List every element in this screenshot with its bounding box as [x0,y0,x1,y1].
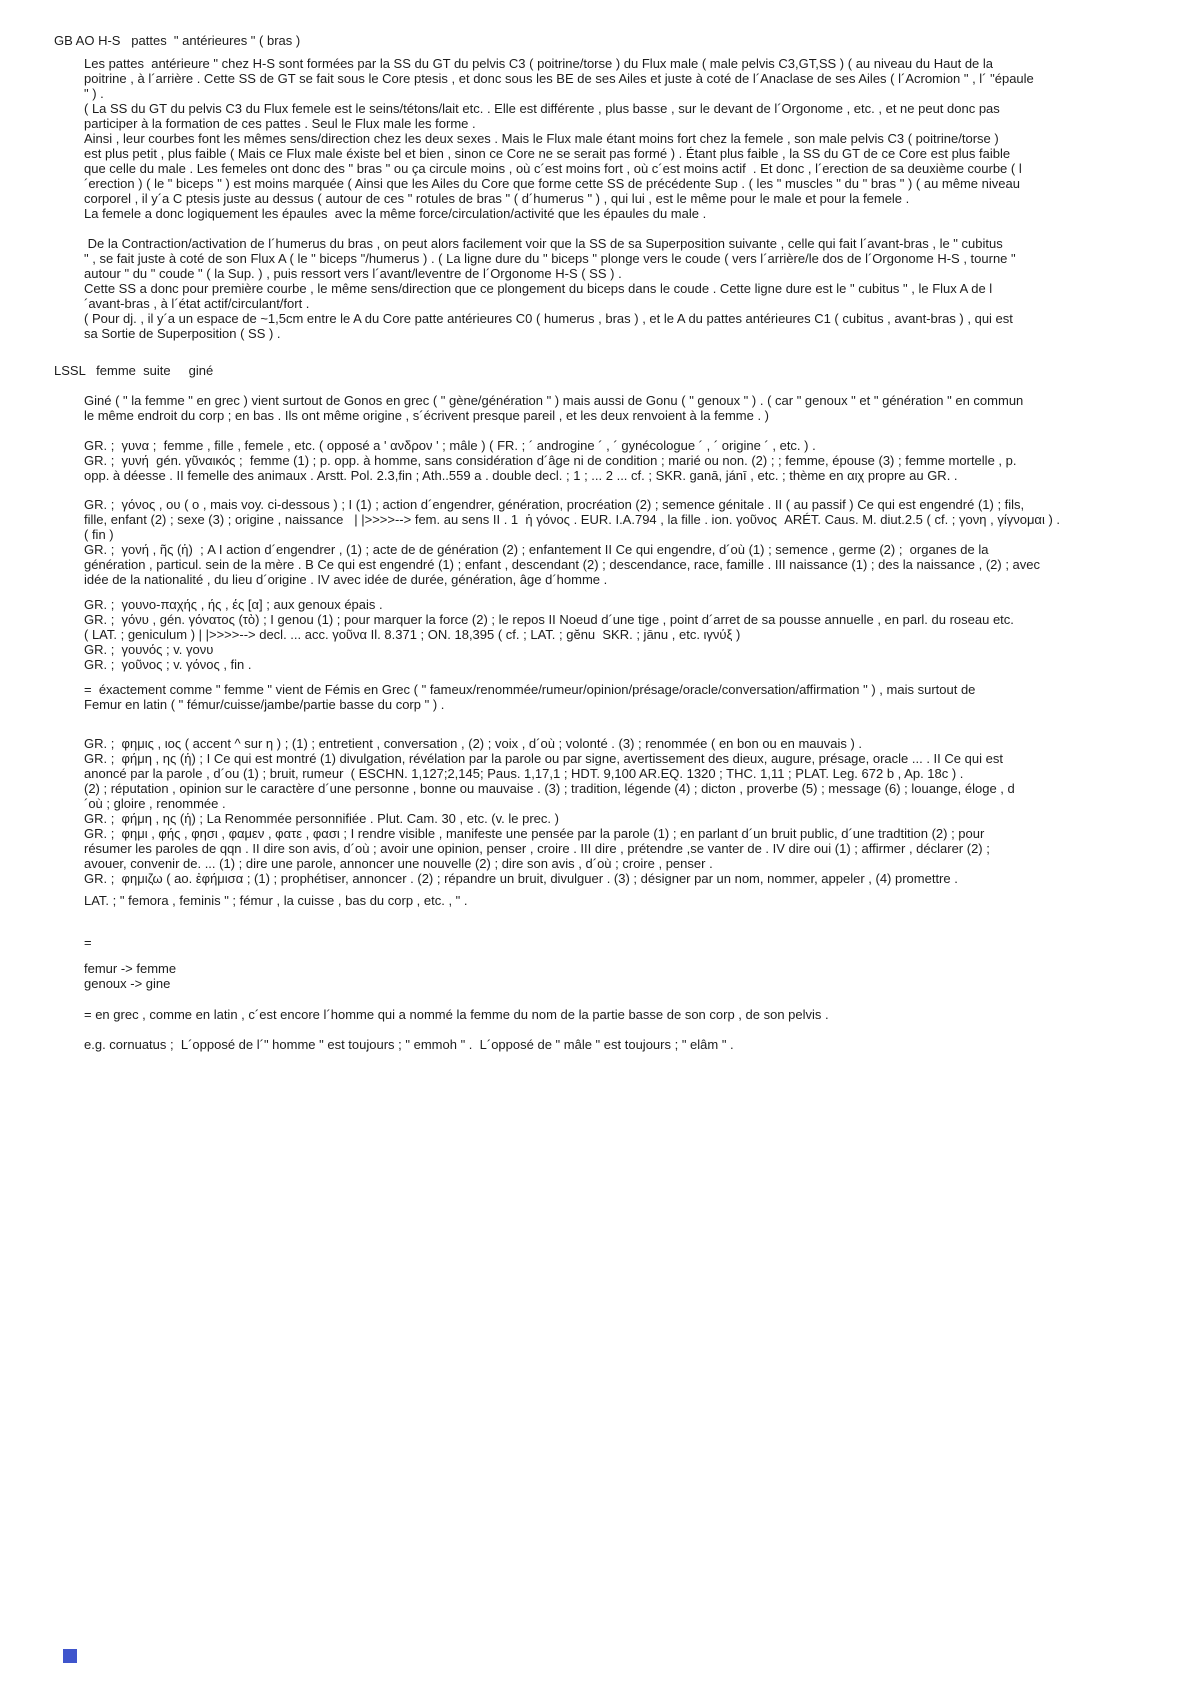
text-line: De la Contraction/activation de l´humerus du bras , on peut alors facilement voir que la SS de sa Superposition suivante , celle qui fait l´avant-bras , le " cubitus [84,236,1003,251]
text-line: " ) . [84,86,104,101]
para-eg-cornuatus [54,1037,1200,1052]
text-line: opp. à déesse . II femelle des animaux . Arstt. Pol. 2.3,fin ; Ath..559 a . double decl. ; 1 ; ... 2 ... cf. ; SKR. ganā, jánī , etc. ; thème en αιχ propre au GR. . [84,468,958,483]
text-line: GR. ; γοῦνος ; v. γόνος , fin . [84,657,252,672]
text-line: GR. ; γόνος , ου ( ο , mais voy. ci-dessous ) ; I (1) ; action d´engendrer, génération, procréation (2) ; semence génitale . II ( au passif ) Ce qui est engendré (1) ; fils, [84,497,1025,512]
text-line: corporel , il y´a C ptesis juste au dessus ( autour de ces " rotules de bras " ( d´humerus " ) , qui lui , est le même pour le male et pour la femele . [84,191,910,206]
text-line: résumer les paroles de qqn . II dire son avis, d´où ; avoir une opinion, penser , croire . III dire , prétendre ,se vanter de . IV dire oui (1) ; affirmer , déclarer (2) ; [84,841,990,856]
text-line: GR. ; γόνυ , gén. γόνατος (τὸ) ; I genou (1) ; pour marquer la force (2) ; le repos II Noeud d´une tige , point d´arret de sa pousse annuelle , en parl. du roseau etc. [84,612,1014,627]
text-line: idée de la nationalité , du lieu d´origine . IV avec idée de durée, génération, âge d´homme . [84,572,608,587]
text-line: = [84,935,92,950]
text-line: femur -> femme [84,961,177,976]
text-line: ´avant-bras , à l´état actif/circulant/fort . [84,296,310,311]
text-line: GR. ; φήμη , ης (ἡ) ; La Renommée personnifiée . Plut. Cam. 30 , etc. (v. le prec. ) [84,811,559,826]
text-line: GR. ; γυνα ; femme , fille , femele , etc. ( opposé a ' ανδρον ' ; mâle ) ( FR. ; ´ androgine ´ , ´ gynécologue ´ , ´ origine ´ , etc. ) . [84,438,816,453]
text-line: génération , particul. sein de la mère . B Ce qui est engendré (1) ; enfant , descendant (2) ; descendance, race, famille . III naissance (1) ; des la naissance , (2) ; avec [84,557,1041,572]
text-line: est plus petit , plus faible ( Mais ce Flux male éxiste bel et bien , sinon ce Core ne se serait pas formé ) . Étant plus faible , la SS du GT de ce Core est plus faible [84,146,1011,161]
text-line: sa Sortie de Superposition ( SS ) . [84,326,281,341]
heading-text: GB AO H-S pattes " antérieures " ( bras ) [54,33,301,48]
equals-sign-line [54,935,1200,950]
text-line: GR. ; φημιζω ( ao. ἐφήμισα ; (1) ; prophétiser, annoncer . (2) ; répandre un bruit, divulguer . (3) ; désigner par un nom, nommer, appeler , (4) promettre . [84,871,958,886]
text-line: GR. ; γονή , ῆς (ἡ) ; A I action d´engendrer , (1) ; acte de de génération (2) ; enfantement II Ce qui engendre, d´où (1) ; semence , germe (2) ; organes de la [84,542,989,557]
para-femur-genoux-mapping [54,961,1200,991]
text-line: le même endroit du corp ; en bas . Ils ont même origine , s´écrivent presque pareil , et les deux renvoient à la femme . ) [84,408,769,423]
para-contraction-humerus [54,236,1200,341]
para-gr-gonu [54,597,1200,672]
text-line: GR. ; γουνός ; v. γονυ [84,642,214,657]
text-line: " , se fait juste à coté de son Flux A ( le " biceps "/humerus ) . ( La ligne dure du " biceps " plonge vers le coude ( vers l´arrière/le dos de l´Orgonome H-S , tourne " [84,251,1016,266]
para-conclusion-grec-latin [54,1007,1200,1022]
text-line: poitrine , à l´arrière . Cette SS de GT se fait sous le Core ptesis , et donc sous les BE de ses Ailes et juste à coté de l´Anaclase de ses Ailes ( l´Acromion " , l´ "épaule [84,71,1034,86]
text-line: ( La SS du GT du pelvis C3 du Flux femele est le seins/tétons/lait etc. . Elle est différente , plus basse , sur le devant de l´Orgonome , etc. , et ne peut donc pas [84,101,1000,116]
text-line: ( LAT. ; geniculum ) | |>>>>--> decl. ... acc. γοῦνα Il. 8.371 ; ON. 18,395 ( cf. ; LAT. ; gĕnu SKR. ; jānu , etc. ιγνύξ ) [84,627,741,642]
text-line: Cette SS a donc pour première courbe , le même sens/direction que ce plongement du biceps dans le coude . Cette ligne dure est le " cubitus " , le Flux A de l [84,281,993,296]
text-line: ´erection ) ( le " biceps " ) est moins marquée ( Ainsi que les Ailes du Core que forme cette SS de précédente Sup . ( les " muscles " du " bras " ) ( au même niveau [84,176,1020,191]
text-line: avouer, convenir de. ... (1) ; dire une parole, annoncer une nouvelle (2) ; dire son avis , d´où ; croire , penser . [84,856,713,871]
para-femis-femur [54,682,1200,712]
text-line: Giné ( " la femme " en grec ) vient surtout de Gonos en grec ( " gène/génération " ) mais aussi de Gonu ( " genoux " ) . ( car " genoux " et " génération " en commun [84,393,1024,408]
para-gr-phemis [54,736,1200,886]
para-lat-femora [54,893,1200,908]
text-line: = en grec , comme en latin , c´est encore l´homme qui a nommé la femme du nom de la partie basse de son corp , de son pelvis . [84,1007,829,1022]
text-line: que celle du male . Les femeles ont donc des " bras " ou ça circule moins , où c´est moins fort , où c´est moins actif . Et donc , l´erection de sa deuxième courbe ( l [84,161,1022,176]
text-line: autour " du " coude " ( la Sup. ) , puis ressort vers l´avant/leventre de l´Orgonome H-S ( SS ) . [84,266,622,281]
text-line: GR. ; φήμη , ης (ἡ) ; I Ce qui est montré (1) divulgation, révélation par la parole ou par signe, avertissement des dieux, augure, présage, oracle ... . II Ce qui est [84,751,1003,766]
para-gine-etymologie [54,393,1200,423]
text-line: Ainsi , leur courbes font les mêmes sens/direction chez les deux sexes . Mais le Flux male étant moins fort chez la femele , son male pelvis C3 ( poitrine/torse ) [84,131,999,146]
text-line: LAT. ; " femora , feminis " ; fémur , la cuisse , bas du corp , etc. , " . [84,893,468,908]
text-line: GR. ; φημι , φής , φησι , φαμεν , φατε , φασι ; I rendre visible , manifeste une pensée par la parole (1) ; en parlant d´un bruit public, d´une tradtition (2) ; pour [84,826,985,841]
document [54,33,1200,1052]
text-line: ( fin ) [84,527,114,542]
text-line: e.g. cornuatus ; L´opposé de l´" homme " est toujours ; " emmoh " . L´opposé de " mâle " est toujours ; " elâm " . [84,1037,734,1052]
heading-text: LSSL femme suite giné [54,363,214,378]
text-line: genoux -> gine [84,976,171,991]
text-line: ´où ; gloire , renommée . [84,796,226,811]
text-line: participer à la formation de ces pattes . Seul le Flux male les forme . [84,116,476,131]
heading-gb-ao-hs [54,33,1200,48]
text-line: fille, enfant (2) ; sexe (3) ; origine , naissance | |>>>>--> fem. au sens II . 1 ἡ γόνος . EUR. I.A.794 , la fille . ion. γοῦνος ARÉT. Caus. M. diut.2.5 ( cf. ; γονη , γίγνομαι ) . [84,512,1060,527]
text-line: GR. ; γυνή gén. γῦναικός ; femme (1) ; p. opp. à homme, sans considération d´âge ni de condition ; marié ou non. (2) ; ; femme, épouse (3) ; femme mortelle , p. [84,453,1017,468]
para-gr-guna [54,438,1200,483]
text-line: Les pattes antérieure " chez H-S sont formées par la SS du GT du pelvis C3 ( poitrine/torse ) du Flux male ( male pelvis C3,GT,SS ) ( au niveau du Haut de la [84,56,994,71]
text-line: anoncé par la parole , d´ou (1) ; bruit, rumeur ( ESCHN. 1,127;2,145; Paus. 1,17,1 ; HDT. 9,100 AR.EQ. 1320 ; THC. 1,11 ; PLAT. Leg. 672 b , Ap. 18c ) . [84,766,964,781]
text-line: La femele a donc logiquement les épaules avec la même force/circulation/activité que les épaules du male . [84,206,707,221]
heading-lssl-femme-gine [54,363,1200,378]
text-line: GR. ; φημις , ιος ( accent ^ sur η ) ; (1) ; entretient , conversation , (2) ; voix , d´où ; volonté . (3) ; renommée ( en bon ou en mauvais ) . [84,736,863,751]
text-line: (2) ; réputation , opinion sur le caractère d´une personne , bonne ou mauvaise . (3) ; tradition, légende (4) ; dicton , proverbe (5) ; message (6) ; louange, éloge , d [84,781,1015,796]
para-gr-gonos-gone [54,497,1200,587]
text-line: Femur en latin ( " fémur/cuisse/jambe/partie basse du corp " ) . [84,697,445,712]
text-line: = éxactement comme " femme " vient de Fémis en Grec ( " fameux/renommée/rumeur/opinion/présage/oracle/conversation/affirmation " ) , mais surtout de [84,682,976,697]
text-line: ( Pour dj. , il y´a un espace de ~1,5cm entre le A du Core patte antérieures C0 ( humerus , bras ) , et le A du pattes antérieures C1 ( cubitus , avant-bras ) , qui est [84,311,1013,326]
blue-square-marker [63,1649,77,1663]
text-line: GR. ; γουνο-παχής , ής , ές [α] ; aux genoux épais . [84,597,383,612]
para-pattes-anterieures [54,56,1200,221]
